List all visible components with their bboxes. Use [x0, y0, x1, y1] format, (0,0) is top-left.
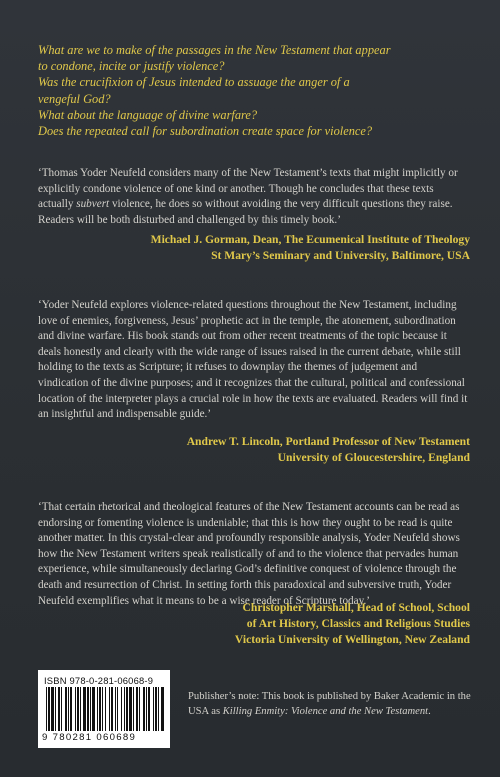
note-text: Publisher’s note: This book is published by Baker Academic in the USA as — [188, 691, 471, 717]
attribution-line: Victoria University of Wellington, New Zealand — [234, 633, 470, 646]
endorsement-quote-lincoln — [38, 298, 470, 423]
publishers-note — [188, 689, 478, 719]
question-line: What about the language of divine warfare? — [38, 107, 258, 122]
question-line: Was the crucifixion of Jesus intended to assuage the anger of a — [38, 75, 350, 90]
attribution-line: St Mary’s Seminary and University, Baltimore, USA — [211, 249, 470, 262]
attribution-line: University of Gloucestershire, England — [277, 451, 470, 464]
note-text: . — [428, 706, 431, 717]
attribution-gorman — [151, 232, 470, 264]
endorsement-quote-gorman — [38, 166, 470, 228]
isbn-barcode — [38, 670, 170, 748]
quote-text: ‘Yoder Neufeld explores violence-related questions throughout the New Testament, including love of enemies, forgiveness, Jesus’ prophetic act in the temple, the atonement, subordination and divine warfare. His book stands out from other recent treatments of the topic because it deals honestly and clearly with the wide range of issues raised in the current debate, while still holding to the texts as Scripture; it refuses to downplay the themes of judgement and vindication of the divine purposes; and it recognizes that the cultural, political and confessional location of the interpreter plays a crucial role in how the texts are evaluated. Readers will find it an insightful and indispensable guide.’ — [38, 299, 468, 421]
isbn-number: ISBN 978-0-281-06068-9 — [44, 675, 154, 686]
barcode-icon — [46, 687, 164, 731]
question-line: to condone, incite or justify violence? — [38, 59, 225, 74]
quote-text: ‘Thomas Yoder Neufeld considers many of the New Testament’s texts that might implicitly or explicitly condone violence of one kind or another. Though he concludes that these texts actually — [38, 167, 458, 211]
attribution-line: Andrew T. Lincoln, Portland Professor of New Testament — [186, 435, 470, 448]
question-line: Does the repeated call for subordination create space for violence? — [38, 124, 373, 139]
attribution-line: Christopher Marshall, Head of School, School — [242, 601, 470, 614]
quote-emphasis: subvert — [76, 198, 110, 211]
question-line: What are we to make of the passages in the New Testament that appear — [38, 43, 391, 57]
attribution-lincoln — [187, 434, 470, 466]
quote-text: ‘That certain rhetorical and theological features of the New Testament accounts can be read as endorsing or fomenting violence is undeniable; that this is how they ought to be read is quite another matter. In this crystal-clear and profoundly responsible analysis, Yoder Neufeld shows how the New Testament writers speak realistically of and to the violence that pervades human experience, while simultaneously declaring God’s definitive conquest of violence through the death and resurrection of Christ. In setting forth this paradoxical and subversive truth, Yoder Neufeld exemplifies what it means to be a wise reader of Scripture today.’ — [38, 501, 460, 607]
attribution-line: of Art History, Classics and Religious Studies — [246, 617, 470, 630]
attribution-marshall — [235, 600, 470, 648]
endorsement-quote-marshall — [38, 500, 470, 609]
question-list — [38, 42, 478, 139]
note-book-title: Killing Enmity: Violence and the New Testament — [222, 706, 429, 717]
attribution-line: Michael J. Gorman, Dean, The Ecumenical Institute of Theology — [150, 233, 470, 246]
question-line: vengeful God? — [38, 91, 111, 106]
barcode-digits: 9 780281 060689 — [42, 732, 137, 743]
quote-text: violence, he does so without avoiding the very difficult questions they raise. Readers will be both disturbed and challenged by this timely book.’ — [38, 198, 453, 226]
